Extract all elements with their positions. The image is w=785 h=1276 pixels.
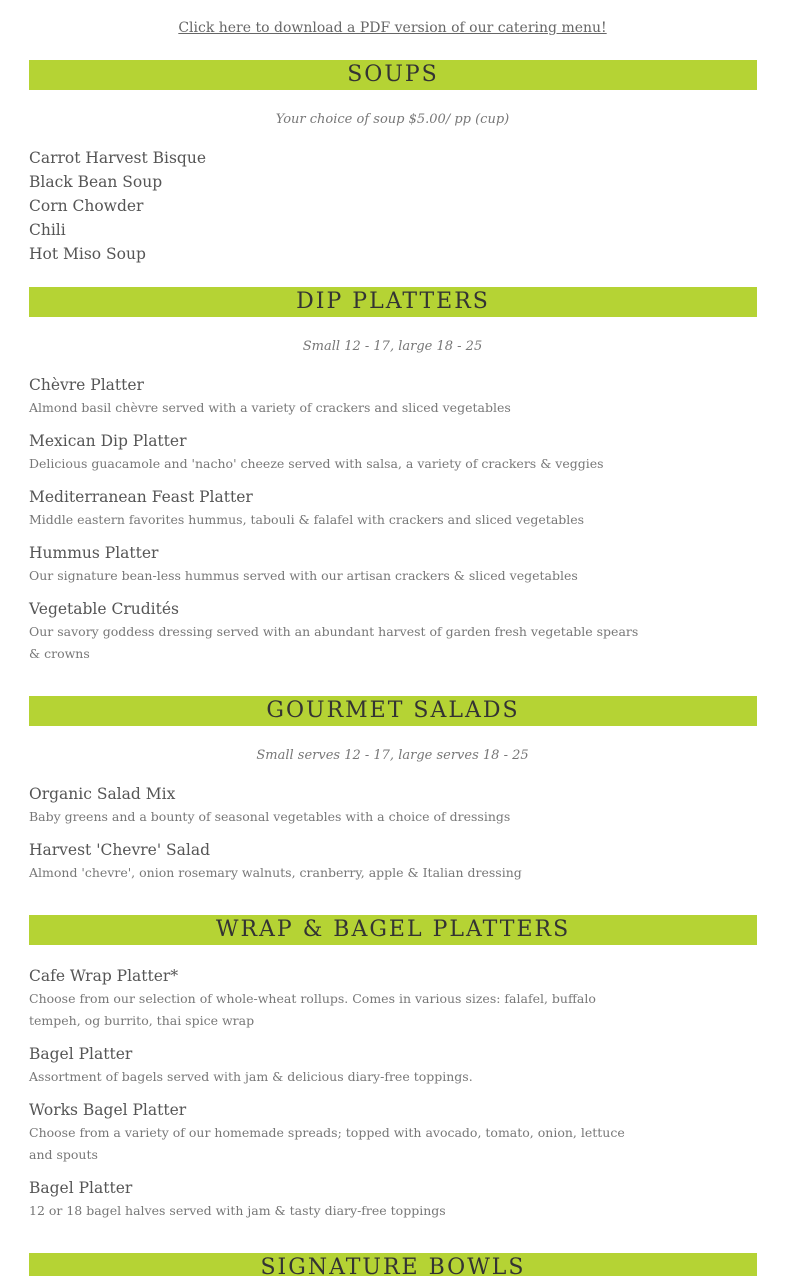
menu-item-desc: Our signature bean-less hummus served with our artisan crackers & sliced vegetables [29,568,578,583]
menu-item-name: Vegetable Crudités [29,600,179,618]
menu-item-name: Hummus Platter [29,544,159,562]
menu-item-name: Bagel Platter [29,1045,133,1063]
section-header-wrap-bagel: WRAP & BAGEL PLATTERS [29,915,757,945]
menu-item-name: Chèvre Platter [29,376,144,394]
soup-item: Hot Miso Soup [29,245,146,263]
menu-item-desc: Baby greens and a bounty of seasonal vegetables with a choice of dressings [29,809,511,824]
menu-item-name: Mexican Dip Platter [29,432,187,450]
section-header-dip-platters: DIP PLATTERS [29,287,757,317]
section-note-dip-platters: Small 12 - 17, large 18 - 25 [302,339,483,354]
section-note-soups: Your choice of soup $5.00/ pp (cup) [275,112,510,127]
menu-item-desc: Our savory goddess dressing served with an abundant harvest of garden fresh vegetable spears & crowns [29,624,639,661]
menu-item-desc: Almond 'chevre', onion rosemary walnuts, cranberry, apple & Italian dressing [29,865,522,880]
menu-item-name: Bagel Platter [29,1179,133,1197]
menu-item-name: Works Bagel Platter [29,1101,187,1119]
pdf-download-link[interactable]: Click here to download a PDF version of our catering menu! [178,20,607,36]
section-header-gourmet-salads: GOURMET SALADS [29,696,757,726]
soup-item: Chili [29,221,66,239]
menu-item-desc: Choose from a variety of our homemade spreads; topped with avocado, tomato, onion, lettuce and spouts [29,1125,625,1162]
menu-item-desc: Almond basil chèvre served with a variety of crackers and sliced vegetables [29,400,511,415]
section-note-gourmet-salads: Small serves 12 - 17, large serves 18 - 25 [256,748,529,763]
menu-item-name: Cafe Wrap Platter* [29,967,179,985]
soup-item: Corn Chowder [29,197,144,215]
menu-item-name: Harvest 'Chevre' Salad [29,841,210,859]
menu-item-desc: Assortment of bagels served with jam & delicious diary-free toppings. [29,1069,473,1084]
menu-item-desc: Delicious guacamole and 'nacho' cheeze served with salsa, a variety of crackers & veggies [29,456,604,471]
menu-item-name: Mediterranean Feast Platter [29,488,253,506]
soup-item: Carrot Harvest Bisque [29,149,206,167]
menu-item-desc: Middle eastern favorites hummus, tabouli & falafel with crackers and sliced vegetables [29,512,585,527]
menu-item-desc: 12 or 18 bagel halves served with jam & tasty diary-free toppings [29,1203,446,1218]
section-header-signature-bowls: SIGNATURE BOWLS [29,1253,757,1276]
soup-item: Black Bean Soup [29,173,163,191]
menu-item-desc: Choose from our selection of whole-wheat rollups. Comes in various sizes: falafel, buffalo tempeh, og burrito, thai spice wrap [29,991,596,1028]
menu-item-name: Organic Salad Mix [29,785,176,803]
section-header-soups: SOUPS [29,60,757,90]
